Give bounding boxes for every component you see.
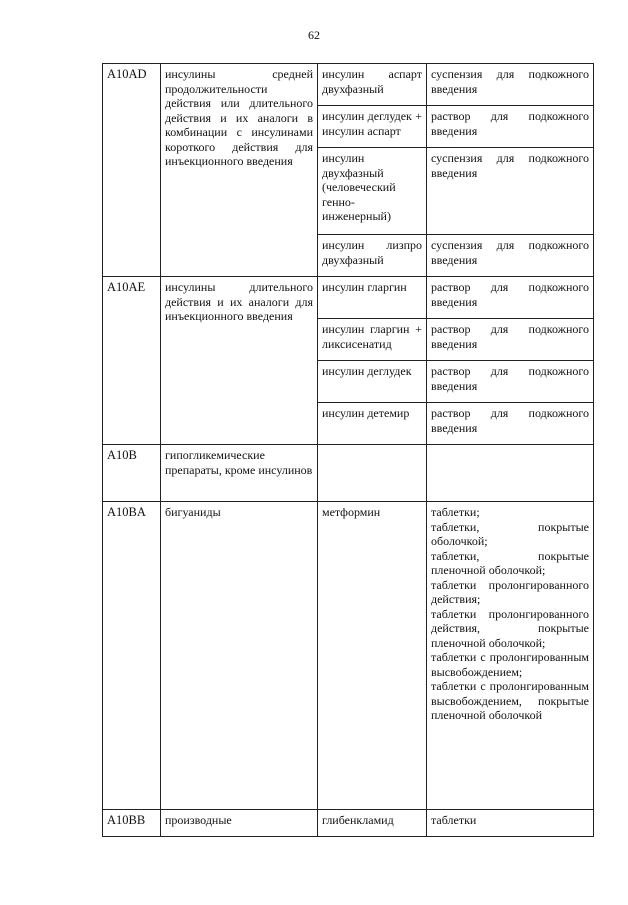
drug-name: инсулин лизпро двухфазный (318, 235, 427, 277)
group-name: инсулины средней продолжительности действия или длительного действия и их аналоги в комбинации с инсулинами короткого действия для инъекционного введения (161, 64, 318, 277)
drug-name: инсулин детемир (318, 403, 427, 445)
dosage-form: раствор для подкожного введения (427, 361, 594, 403)
table-row (103, 502, 594, 810)
dosage-form: раствор для подкожного введения (427, 319, 594, 361)
group-name: производные (161, 810, 318, 837)
group-name: бигуаниды (161, 502, 318, 810)
dosage-form: раствор для подкожного введения (427, 106, 594, 148)
dosage-form: суспензия для подкожного введения (427, 148, 594, 235)
drug-table (102, 63, 594, 837)
table-row (103, 445, 594, 502)
atc-code: A10AD (103, 64, 161, 277)
dosage-form: таблетки; таблетки, покрытые оболочкой; таблетки, покрытые пленочной оболочкой; таблетки пролонгированного действия; таблетки пролонгированного действия, покрытые пленочной оболочкой; таблетки с пролонгированным высвобождением; таблетки с пролонгированным высвобождением, покрытые пленочной оболочкой (427, 502, 594, 810)
drug-name (318, 445, 427, 502)
dosage-form: таблетки (427, 810, 594, 837)
table-row (103, 64, 594, 106)
page-number: 62 (308, 28, 320, 42)
group-name: гипогликемические препараты, кроме инсулинов (161, 445, 318, 502)
dosage-form: раствор для подкожного введения (427, 403, 594, 445)
dosage-form: суспензия для подкожного введения (427, 64, 594, 106)
drug-name: инсулин аспарт двухфазный (318, 64, 427, 106)
drug-name: метформин (318, 502, 427, 810)
drug-name: инсулин гларгин + ликсисенатид (318, 319, 427, 361)
drug-name: инсулин двухфазный (человеческий генно-инженерный) (318, 148, 427, 235)
dosage-form: суспензия для подкожного введения (427, 235, 594, 277)
dosage-form (427, 445, 594, 502)
atc-code: A10BB (103, 810, 161, 837)
drug-name: глибенкламид (318, 810, 427, 837)
atc-code: A10B (103, 445, 161, 502)
group-name: инсулины длительного действия и их аналоги для инъекционного введения (161, 277, 318, 445)
drug-name: инсулин деглудек + инсулин аспарт (318, 106, 427, 148)
table-row (103, 810, 594, 837)
atc-code: A10BA (103, 502, 161, 810)
drug-name: инсулин деглудек (318, 361, 427, 403)
drug-name: инсулин гларгин (318, 277, 427, 319)
dosage-form: раствор для подкожного введения (427, 277, 594, 319)
table-row (103, 277, 594, 319)
atc-code: A10AE (103, 277, 161, 445)
